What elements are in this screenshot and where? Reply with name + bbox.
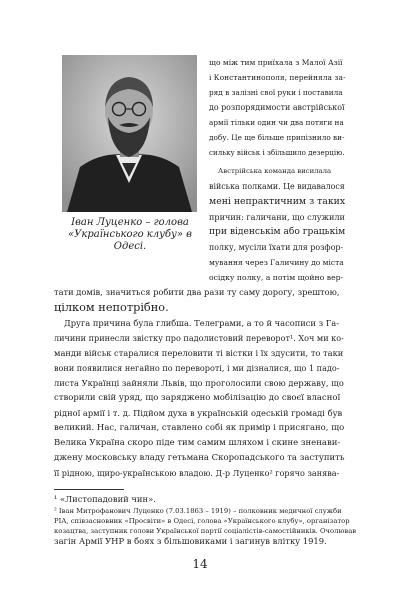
text-line: джену московську владу гетьмана Скоропадського та заступить: [54, 453, 345, 463]
caption-line: «Українського клубу» в Одесі.: [68, 229, 192, 252]
text-line: створили свій уряд, що заряджено мобілізацію до своєї власної: [54, 393, 341, 403]
footnote-divider: [54, 489, 124, 490]
text-line: великий. Нас, галичан, ставлено собі як примір і присягано, що: [54, 423, 345, 433]
text-line: манди військ старалися переловити ті вістки і їх здусити, то таки: [54, 348, 344, 358]
text-line: тати домів, значиться робити два рази ту саму дорогу, зрештою,: [54, 287, 340, 297]
text-line: Друга причина була глибша. Телеграми, а то й часописи з Га-: [64, 318, 339, 328]
portrait-photo: [62, 55, 197, 212]
text-line: ряд в залізні свої руки і поставила: [209, 88, 343, 97]
text-line: рідної армії і т. д. Підйом духа в українській одеській громаді був: [54, 408, 343, 418]
text-line: Австрійська команда висилала: [218, 167, 332, 175]
text-line: листа Українці зайняли Львів, що проголосили свою державу, що: [54, 378, 344, 388]
portrait-illustration: [62, 55, 197, 212]
text-line: сильку військ і збільшило дезерцію.: [209, 148, 345, 157]
text-line: полку, мусіли їхати для розфор-: [209, 243, 344, 252]
text-line: мені непрактичним з таких: [209, 196, 346, 207]
text-line: личини принесли звістку про падолистовий переворот¹. Хоч ми ко-: [54, 333, 344, 343]
page-number: 14: [192, 557, 208, 571]
text-line: при віденськім або грацькім: [209, 227, 346, 237]
text-line: Велика Україна скоро піде тим самим шляхом і скине зненави-: [54, 438, 341, 448]
text-line: армії тільки один чи два потяги на: [209, 118, 344, 127]
text-line: причин: галичани, що служили: [209, 212, 345, 222]
text-line: добу. Це ще більше припізнило ви-: [209, 133, 345, 142]
footnote: загін Армії УНР в боях з більшовиками і загинув влітку 1919.: [54, 536, 327, 546]
caption-line: Іван Луценко – голова: [71, 217, 189, 228]
text-line: що між тим приїхала з Малої Азії: [209, 58, 343, 67]
footnote: козацтва, заступник голови Української партії соціалістів-самостійників. Очолював: [54, 527, 357, 535]
photo-caption: [55, 217, 205, 253]
footnote: РІА, співзасновник «Просвіти» в Одесі, голова «Українського клубу», організатор: [54, 517, 350, 525]
text-line: і Константинополя, перейняла за-: [209, 73, 346, 82]
text-line: вони появилися негайно по перевороті, і ми дізналися, що 1 падо-: [54, 363, 340, 373]
text-line: мування через Галичину до міста: [209, 258, 344, 267]
text-line: її рідною, щиро-українською владою. Д-р Луценко² горячо занява-: [54, 468, 340, 478]
footnote: ¹ «Листопадовий чин».: [54, 494, 156, 504]
text-line: війська полками. Це видавалося: [209, 182, 345, 191]
text-line: до розпорядимости австрійської: [209, 103, 345, 112]
text-line: осідку полку, а потім щойно вер-: [209, 273, 344, 282]
footnote: ² Іван Митрофанович Луценко (7.03.1863 – 1919) – полковник медичної служби: [54, 507, 342, 515]
text-line: цілком непотрібно.: [54, 301, 169, 314]
